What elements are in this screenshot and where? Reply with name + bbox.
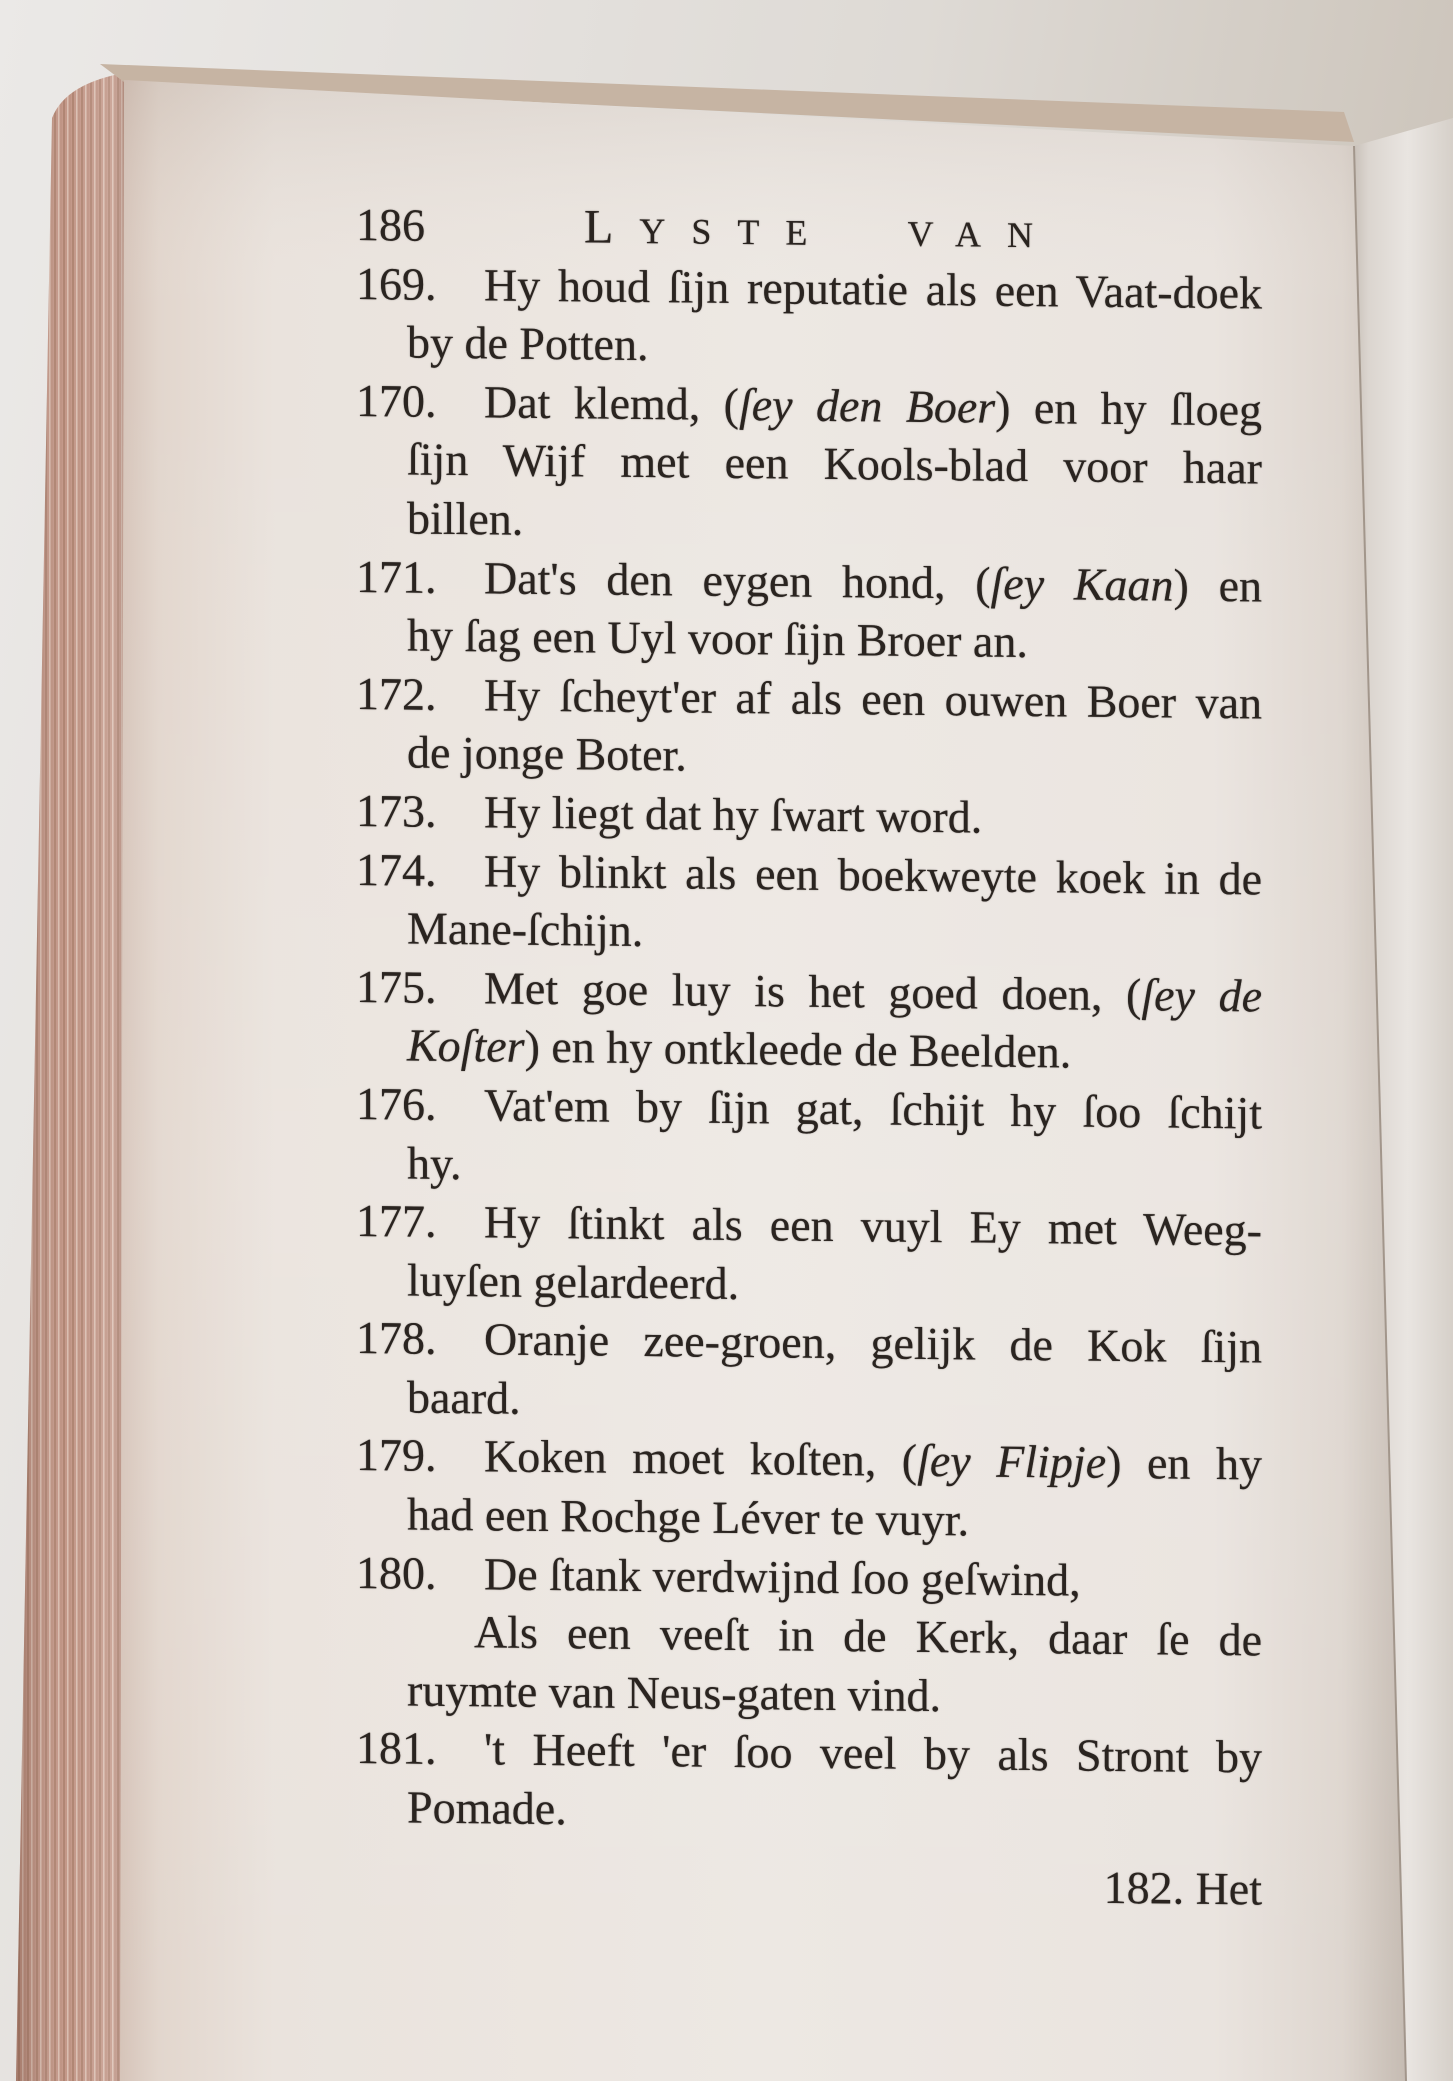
proverb-entry: [356, 548, 1262, 675]
entry-text: luyſen gelardeerd.: [407, 1254, 740, 1309]
entry-line: [407, 900, 1262, 968]
entry-text: had een Rochge Léver te vuyr.: [407, 1488, 969, 1546]
entry-number: 180.: [356, 1546, 437, 1599]
proverb-entry: [356, 1075, 1262, 1202]
entry-text: Hy blinkt als een boekweyte koek in de: [484, 844, 1262, 905]
entry-line: [407, 1251, 1262, 1319]
entry-number: 178.: [356, 1312, 437, 1365]
proverb-entry: [356, 1309, 1262, 1436]
running-title: LYSTE VAN: [584, 200, 1060, 256]
entry-text: ) en hy: [1106, 1437, 1262, 1490]
entry-text: Met goe luy is het goed doen, (: [484, 962, 1142, 1020]
proverb-entry: [356, 782, 1262, 850]
entry-text: Hy liegt dat hy ſwart word.: [484, 786, 983, 843]
entry-text: Pomade.: [407, 1781, 567, 1835]
page-number: 186: [356, 199, 425, 251]
running-head: [356, 196, 1262, 264]
entry-text: hy.: [407, 1137, 462, 1189]
entry-number: 170.: [356, 374, 437, 427]
entry-line: [356, 548, 1262, 616]
entry-text: Dat klemd, (: [484, 376, 739, 430]
entry-line: [407, 1368, 1262, 1436]
entry-line: [356, 782, 1262, 850]
entry-text: Koken moet koſten, (: [484, 1430, 918, 1487]
entry-text: Oranje zee-groen, gelijk de Kok ſijn: [484, 1313, 1262, 1373]
entry-line: [407, 1486, 1262, 1554]
entry-text: ) en: [1173, 559, 1262, 612]
entry-text: ) en hy ontkleede de Beelden.: [524, 1021, 1072, 1078]
entry-number: 175.: [356, 960, 437, 1013]
page-text-block: [356, 196, 1262, 1919]
speaker-attribution: ſey Kaan: [990, 557, 1174, 611]
entry-text: Dat's den eygen hond, (: [484, 551, 991, 609]
entry-line: [356, 1544, 1262, 1612]
proverb-entry: [356, 372, 1262, 557]
entry-line: [407, 1661, 1262, 1729]
speaker-attribution: ſey de: [1141, 968, 1263, 1022]
entry-line: [407, 607, 1262, 675]
entry-line: [407, 490, 1262, 558]
entry-line: [407, 1134, 1262, 1202]
speaker-attribution: ſey den Boer: [738, 378, 996, 433]
entry-line: [356, 1075, 1262, 1143]
entry-text: Hy ſcheyt'er af als een ouwen Boer van: [484, 669, 1262, 729]
entry-line: [356, 372, 1262, 440]
entry-number: 169.: [356, 257, 437, 310]
proverb-entry: [356, 1192, 1262, 1319]
entry-text: Als een veeſt in de Kerk, daar ſe de: [474, 1606, 1262, 1666]
entry-line: [356, 841, 1262, 909]
entry-text: billen.: [407, 492, 524, 545]
proverb-entry: [356, 1719, 1262, 1846]
entry-line: [407, 724, 1262, 792]
proverb-entry: [356, 255, 1262, 382]
catchword: 182. Het: [1103, 1861, 1262, 1915]
entry-text: Vat'em by ſijn gat, ſchijt hy ſoo ſchijt: [484, 1079, 1262, 1139]
entry-text: by de Potten.: [407, 316, 649, 371]
proverb-entry: [356, 1426, 1262, 1553]
entry-text: Mane-ſchijn.: [407, 902, 644, 957]
speaker-attribution: Koſter: [407, 1019, 525, 1073]
entry-text: De ſtank verdwijnd ſoo geſwind,: [484, 1547, 1081, 1606]
proverb-entry: [356, 958, 1262, 1085]
entry-text: hy ſag een Uyl voor ſijn Broer an.: [407, 609, 1028, 668]
entry-line: [356, 1192, 1262, 1260]
entry-line: [356, 665, 1262, 733]
entry-number: 171.: [356, 550, 437, 603]
entry-text: Hy ſtinkt als een vuyl Ey met Weeg-: [484, 1196, 1262, 1256]
entry-text: 't Heeft 'er ſoo veel by als Stront by: [484, 1723, 1262, 1783]
entry-line: [407, 1779, 1262, 1847]
speaker-attribution: ſey Flipje: [917, 1435, 1107, 1489]
entry-text: ruymte van Neus-gaten vind.: [407, 1664, 941, 1721]
entry-number: 174.: [356, 843, 437, 896]
entry-line: [407, 1017, 1262, 1085]
entry-line: [474, 1603, 1262, 1670]
entry-line: [407, 431, 1262, 499]
entry-line: [356, 1719, 1262, 1787]
entry-line: [356, 1426, 1262, 1494]
proverb-entry: [356, 841, 1262, 968]
entry-line: [407, 314, 1262, 382]
entry-text: de jonge Boter.: [407, 726, 687, 781]
entry-number: 179.: [356, 1429, 437, 1482]
proverb-entry: [356, 1544, 1262, 1729]
entry-number: 173.: [356, 784, 437, 837]
entry-line: [356, 958, 1262, 1026]
entry-line: [356, 255, 1262, 323]
entry-text: ) en hy ſloeg: [995, 381, 1263, 436]
proverb-list: [356, 255, 1262, 1847]
proverb-entry: [356, 665, 1262, 792]
entry-number: 181.: [356, 1722, 437, 1775]
entry-text: baard.: [407, 1371, 521, 1424]
entry-text: ſijn Wijf met een Kools-blad voor haar: [407, 433, 1262, 494]
entry-text: Hy houd ſijn reputatie als een Vaat-doek: [484, 258, 1262, 319]
entry-number: 177.: [356, 1195, 437, 1247]
entry-line: [356, 1309, 1262, 1377]
entry-number: 172.: [356, 667, 437, 720]
entry-number: 176.: [356, 1077, 437, 1130]
